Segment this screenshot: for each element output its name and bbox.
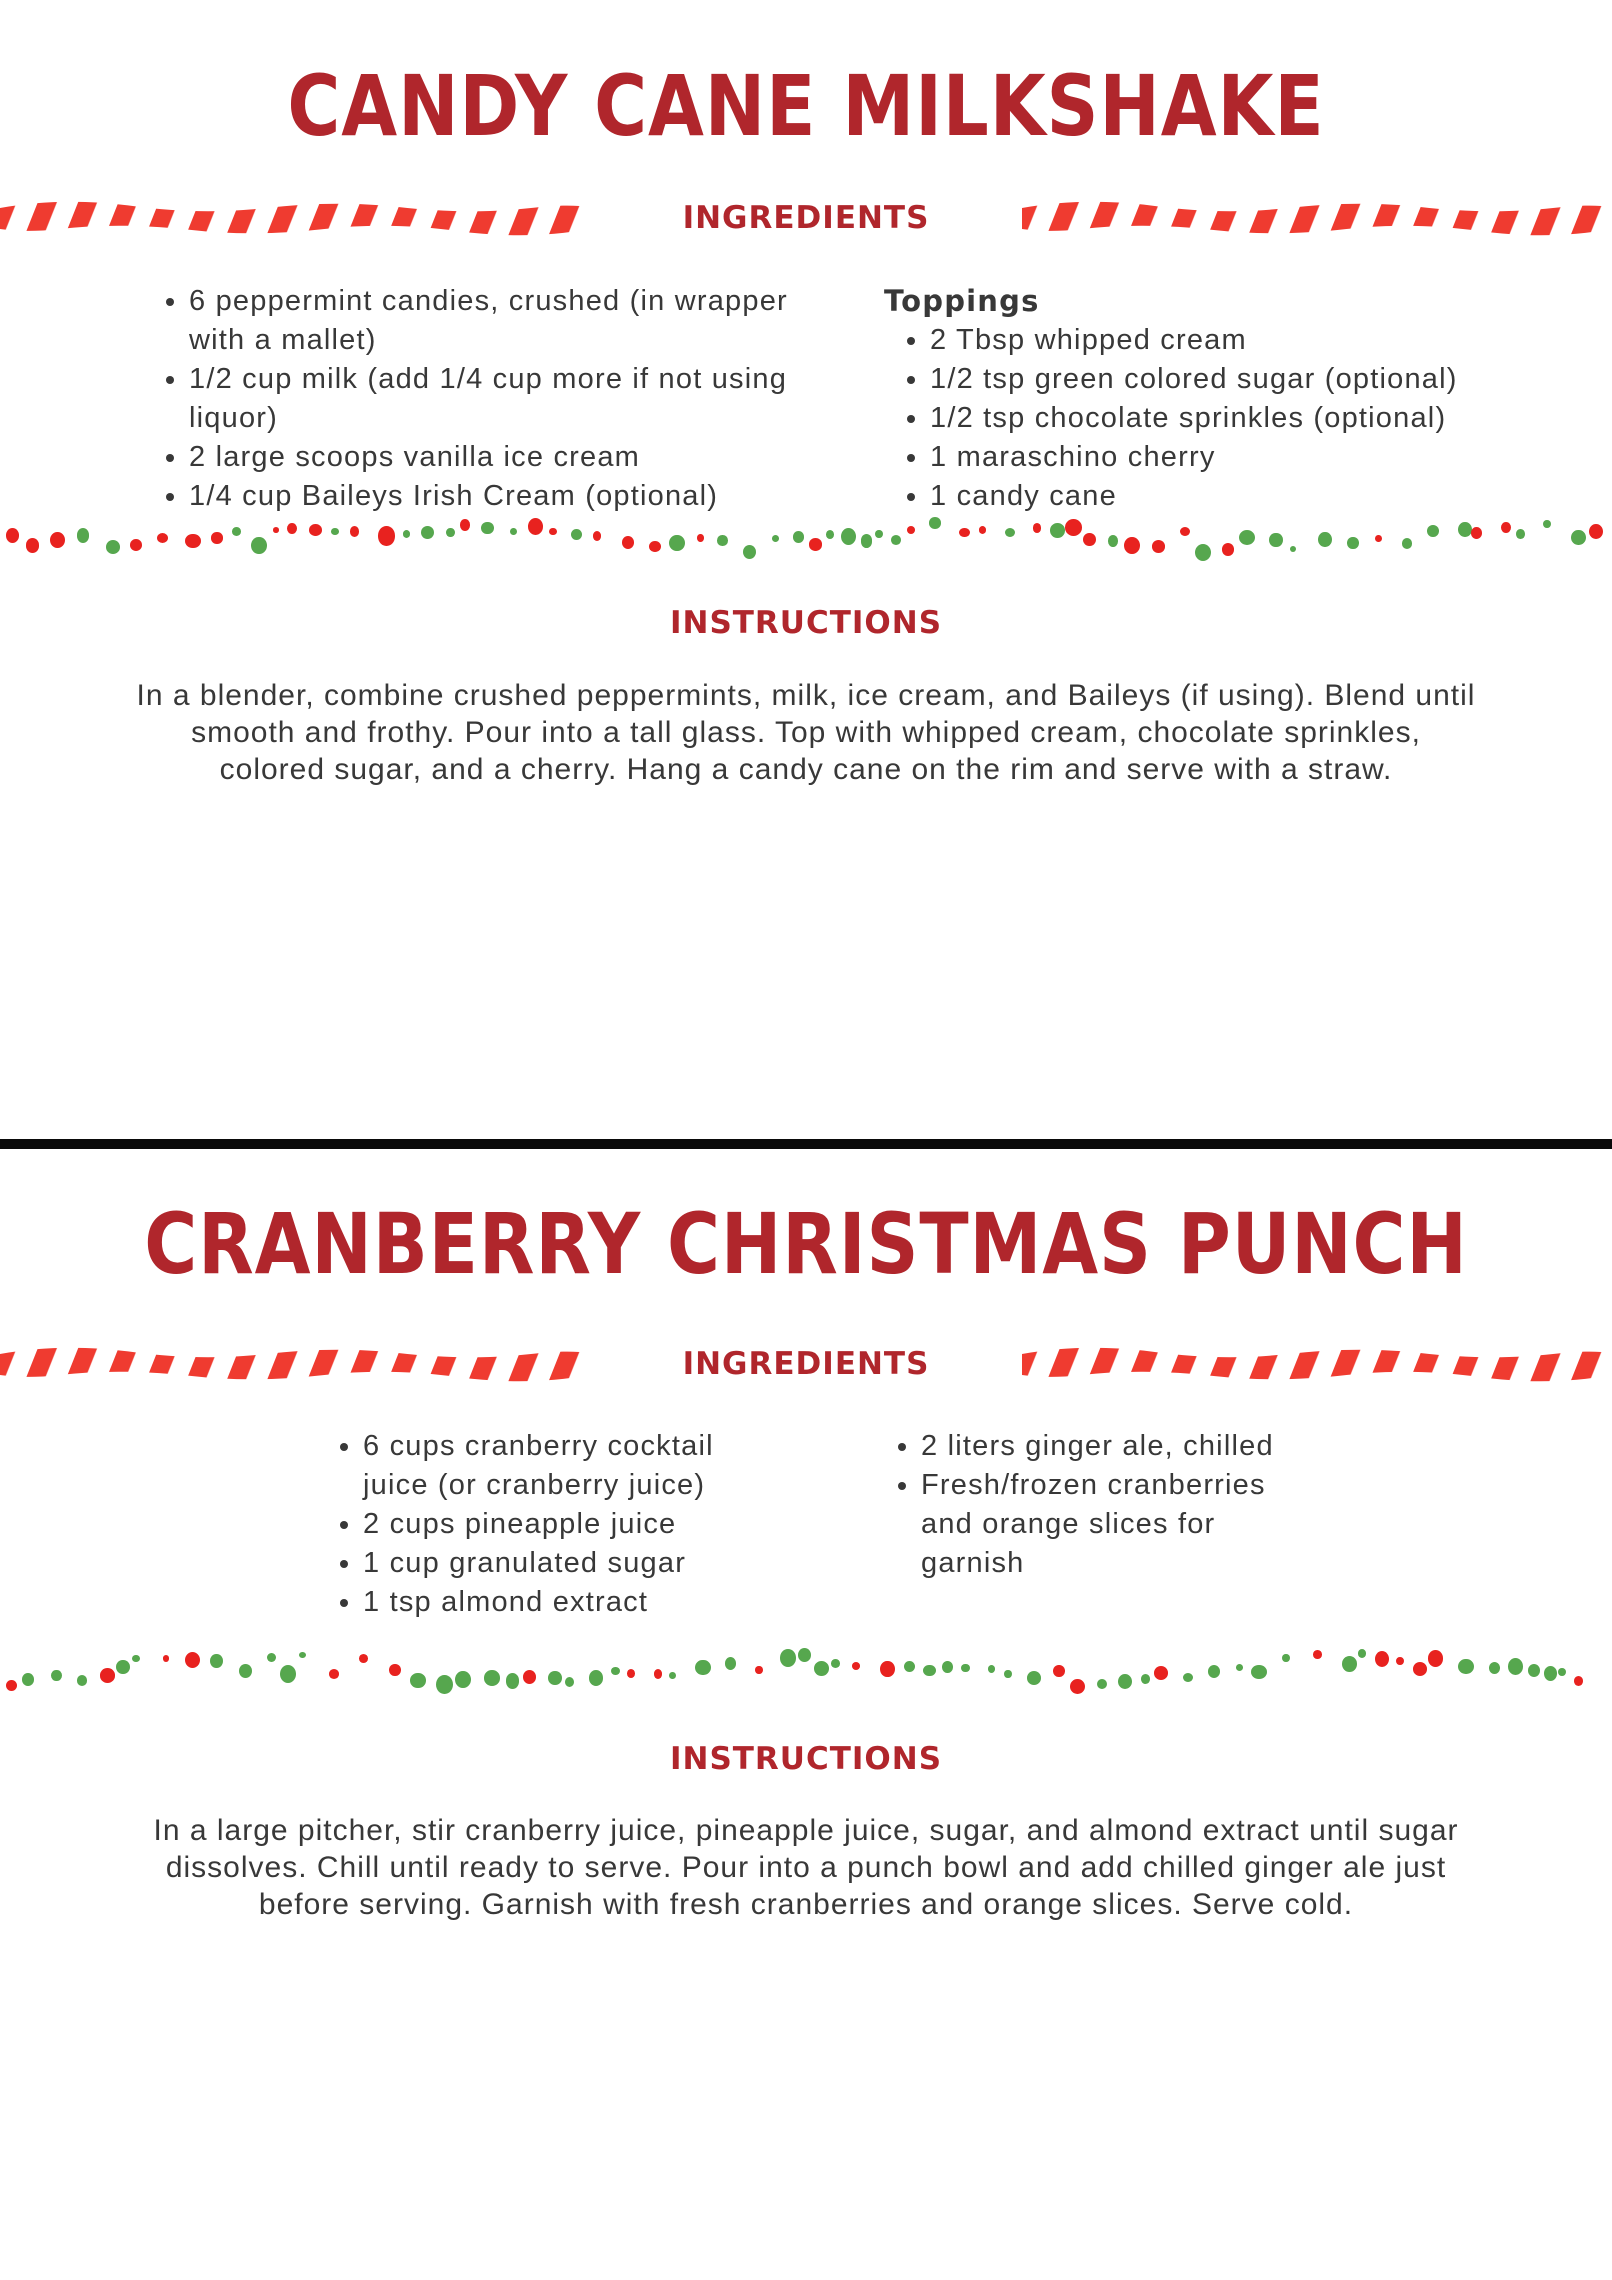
dot	[1050, 523, 1065, 538]
dot	[267, 1653, 276, 1663]
dot	[988, 1665, 995, 1673]
dot	[132, 1655, 140, 1662]
dot	[77, 1675, 87, 1686]
dot	[1501, 522, 1511, 533]
dot	[1097, 1679, 1107, 1689]
ingredients-column-right	[884, 282, 1534, 516]
ingredient-item: • 1/2 tsp green colored sugar (optional)	[930, 360, 1534, 399]
dot	[455, 1671, 471, 1688]
dot	[743, 545, 756, 559]
candy-cane-stripe-border	[1022, 1342, 1612, 1386]
dot	[1318, 532, 1332, 547]
section-divider	[0, 1139, 1612, 1149]
dot	[77, 528, 90, 543]
ingredient-item: • Fresh/frozen cranberries and orange slices for garnish	[921, 1466, 1304, 1583]
dot	[299, 1652, 306, 1659]
dot	[589, 1670, 604, 1686]
dot	[329, 1669, 340, 1679]
festive-dots-border	[0, 1638, 1612, 1706]
dot	[780, 1649, 796, 1666]
dot	[809, 538, 822, 550]
dot	[481, 522, 493, 534]
dot	[163, 1655, 169, 1662]
recipe-title-candy-cane-milkshake: CANDY CANE MILKSHAKE	[287, 57, 1325, 155]
dot	[798, 1648, 811, 1662]
dot	[1402, 538, 1413, 549]
festive-dots-border	[0, 503, 1612, 571]
dot	[1083, 533, 1096, 547]
dot	[1152, 540, 1166, 553]
ingredients-heading: INGREDIENTS	[682, 1346, 930, 1382]
ingredient-item: • 1/2 tsp chocolate sprinkles (optional)	[930, 399, 1534, 438]
dot	[611, 1667, 620, 1675]
ingredients-header-row	[0, 196, 1612, 240]
dot	[1141, 1674, 1150, 1684]
dot	[891, 535, 901, 545]
dot	[831, 1659, 841, 1668]
dot	[1180, 527, 1190, 536]
dot	[1342, 1656, 1358, 1672]
dot	[929, 517, 941, 528]
dot	[528, 518, 543, 535]
dot	[904, 1661, 915, 1672]
toppings-header: Toppings	[884, 284, 1040, 318]
dot	[1269, 533, 1282, 547]
dot	[649, 541, 661, 552]
recipe-title-cranberry-christmas-punch: CRANBERRY CHRISTMAS PUNCH	[144, 1195, 1468, 1293]
ingredient-list	[331, 1427, 786, 1622]
dot	[506, 1673, 519, 1688]
dot	[852, 1662, 860, 1670]
ingredient-item: • 2 liters ginger ale, chilled	[921, 1427, 1304, 1466]
dot	[51, 1670, 62, 1682]
dot	[1428, 1650, 1443, 1666]
ingredient-item: • 1/2 cup milk (add 1/4 cup more if not using liquor)	[189, 360, 802, 438]
ingredients-column-left	[157, 282, 802, 516]
dot	[1508, 1658, 1523, 1675]
dot	[669, 535, 685, 552]
dot	[1027, 1671, 1041, 1684]
dot	[1183, 1673, 1193, 1682]
ingredient-item: • 1 cup granulated sugar	[363, 1544, 786, 1583]
dot	[6, 528, 19, 543]
dot	[1004, 1670, 1011, 1678]
dot	[6, 1680, 17, 1692]
candy-cane-stripe-border	[0, 1342, 590, 1386]
dot	[654, 1669, 663, 1679]
ingredient-item: • 1/4 cup Baileys Irish Cream (optional)	[189, 477, 802, 516]
dot	[22, 1673, 34, 1685]
dot	[116, 1660, 130, 1674]
dot	[725, 1657, 736, 1670]
ingredient-list	[157, 282, 802, 516]
ingredients-column-right	[889, 1427, 1304, 1583]
dot	[1528, 1664, 1540, 1677]
dot	[593, 531, 601, 541]
instructions-heading: INSTRUCTIONS	[669, 1741, 943, 1777]
dot	[979, 526, 987, 534]
dot	[1154, 1666, 1168, 1680]
dot	[1458, 522, 1472, 537]
toppings-list	[884, 321, 1534, 516]
dot	[1413, 1662, 1428, 1676]
dot	[185, 1652, 200, 1668]
dot	[523, 1670, 537, 1684]
dot	[1427, 525, 1439, 537]
candy-cane-stripe-border	[1022, 196, 1612, 240]
dot	[571, 529, 582, 540]
ingredients-column-left	[331, 1427, 786, 1622]
dot	[378, 526, 395, 545]
ingredient-item: • 2 Tbsp whipped cream	[930, 321, 1534, 360]
dot	[389, 1664, 401, 1677]
dot	[627, 1669, 635, 1678]
dot	[1574, 1676, 1583, 1686]
dot	[1471, 527, 1482, 539]
instructions-text: In a blender, combine crushed peppermints, milk, ice cream, and Baileys (if using). Blend until smooth and frothy. Pour into a tall glass. Top with whipped cream, chocolate sprinkles, colored sugar, and a cherry. Hang a candy cane on the rim and serve with a straw.	[136, 679, 1476, 786]
dot	[1070, 1679, 1086, 1695]
instructions-heading: INSTRUCTIONS	[669, 605, 943, 641]
dot	[1375, 1651, 1389, 1667]
dot	[549, 528, 557, 535]
dot	[130, 539, 142, 551]
dot	[287, 523, 297, 535]
dot	[1053, 1665, 1065, 1678]
dot	[1208, 1665, 1220, 1678]
dot	[359, 1654, 368, 1663]
dot	[251, 537, 267, 555]
dot	[622, 536, 634, 549]
dot	[1458, 1659, 1474, 1675]
dot	[350, 526, 359, 537]
dot	[157, 533, 168, 543]
dot	[1543, 520, 1551, 528]
dot	[510, 528, 517, 535]
dot	[185, 534, 200, 548]
dot	[421, 526, 434, 540]
dot	[26, 538, 39, 553]
ingredient-item: • 1 maraschino cherry	[930, 438, 1534, 477]
dot	[1489, 1662, 1501, 1675]
dot	[669, 1672, 676, 1679]
dot	[1065, 519, 1082, 536]
dot	[239, 1664, 252, 1678]
dot	[1358, 1649, 1367, 1658]
dot	[436, 1675, 453, 1694]
dot	[793, 531, 805, 543]
dot	[717, 535, 727, 546]
dot	[1516, 529, 1525, 539]
dot	[1282, 1654, 1289, 1662]
dot	[484, 1670, 500, 1685]
dot	[861, 534, 873, 547]
dot	[309, 524, 322, 536]
dot	[1375, 535, 1382, 542]
ingredient-item: • 2 large scoops vanilla ice cream	[189, 438, 802, 477]
dot	[1124, 537, 1140, 554]
dot	[1239, 530, 1255, 545]
dot	[695, 1660, 711, 1676]
dot	[875, 530, 883, 538]
instructions-text: In a large pitcher, stir cranberry juice, pineapple juice, sugar, and almond extract until sugar dissolves. Chill until ready to serve. Pour into a punch bowl and add chilled ginger ale just before serving. Garnish with fresh cranberries and orange slices. Serve cold.	[153, 1814, 1459, 1921]
dot	[1290, 546, 1296, 552]
dot	[961, 1664, 969, 1672]
dot	[907, 526, 915, 534]
dot	[1005, 528, 1015, 537]
dot	[1236, 1664, 1243, 1671]
dot	[1347, 537, 1358, 549]
dot	[1396, 1657, 1404, 1665]
dot	[548, 1671, 561, 1685]
dot	[1195, 544, 1212, 562]
dot	[880, 1661, 894, 1678]
dot	[942, 1661, 953, 1673]
dot	[100, 1668, 115, 1682]
dot	[923, 1665, 935, 1676]
dot	[697, 534, 704, 542]
dot	[446, 528, 454, 538]
dot	[210, 1654, 223, 1669]
dot	[1222, 543, 1234, 555]
dot	[826, 530, 834, 539]
dot	[1558, 1668, 1566, 1676]
dot	[565, 1677, 574, 1687]
dot	[331, 528, 339, 535]
ingredient-item: • 6 cups cranberry cocktail juice (or cranberry juice)	[363, 1427, 786, 1505]
dot	[403, 530, 411, 538]
dot	[1544, 1666, 1557, 1681]
dot	[1589, 524, 1603, 539]
ingredients-heading: INGREDIENTS	[682, 200, 930, 236]
dot	[1033, 523, 1041, 532]
dot	[50, 532, 65, 548]
dot	[106, 540, 121, 554]
dot	[280, 1665, 296, 1683]
candy-cane-stripe-border	[0, 196, 590, 240]
ingredient-list	[889, 1427, 1304, 1583]
ingredient-item: • 1 candy cane	[930, 477, 1534, 516]
dot	[1108, 535, 1119, 547]
dot	[959, 528, 969, 537]
dot	[1571, 530, 1586, 546]
ingredient-item: • 2 cups pineapple juice	[363, 1505, 786, 1544]
dot	[232, 527, 241, 536]
dot	[841, 528, 856, 545]
dot	[273, 527, 279, 533]
dot	[410, 1673, 425, 1688]
dot	[211, 532, 223, 543]
dot	[1251, 1665, 1267, 1679]
dot	[755, 1666, 762, 1674]
ingredient-item: • 1 tsp almond extract	[363, 1583, 786, 1622]
dot	[772, 535, 779, 542]
ingredient-item: • 6 peppermint candies, crushed (in wrapper with a mallet)	[189, 282, 802, 360]
ingredients-header-row	[0, 1342, 1612, 1386]
dot	[1118, 1674, 1132, 1689]
dot	[814, 1661, 829, 1676]
dot	[460, 519, 471, 531]
dot	[1313, 1650, 1322, 1659]
